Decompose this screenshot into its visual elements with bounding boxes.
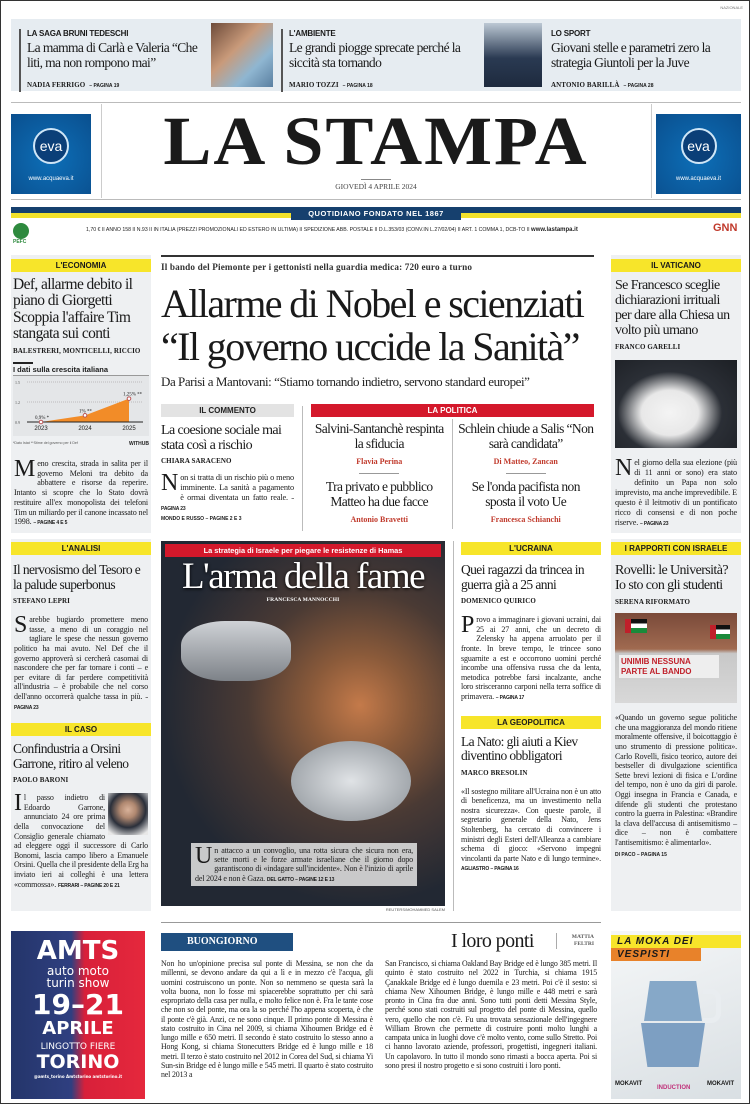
caso-body: Il passo indietro di Edoardo Garrone, annunciato 24 ore prima della convocazione del Consiglio generale chiamato ad eleggere oggi il successore di Carlo Bonomi, lascia campo libero a Emanuele Orsini. Quella che il presidente della Erg ha inviato ieri ai colleghi è una lettera «commossa». FERRARI – PAGINE 20 E 21 bbox=[14, 790, 148, 889]
section-label: I RAPPORTI CON ISRAELE bbox=[611, 542, 741, 555]
page-ref: DI PACO – PAGINA 15 bbox=[615, 851, 667, 858]
economia-section bbox=[11, 255, 151, 533]
chart-footnote: *Dato Istat **Stime del governo per il Def bbox=[13, 441, 78, 446]
economia-authors: BALESTRERI, MONTICELLI, RICCIO bbox=[13, 347, 141, 356]
politica-headline: Tra privato e pubblico Matteo ha due facce bbox=[325, 479, 433, 509]
amts-social: @amts_torino Amtstorino amtstorino.it bbox=[33, 1074, 123, 1079]
site-link[interactable]: www.lastampa.it bbox=[531, 227, 578, 233]
y-tick-label: 1.2 bbox=[15, 400, 20, 406]
analisi-body: Sarebbe bugiardo promettere meno tasse, a meno di un coraggio nel tagliare le spese che nessun governo politico ha mai avuto. Nel Def che il governo approverà si cercherà casomai di nascondere che per far tornare i conti – e per evitare di far perdere competitività all'industria – è probabile che nel corso dell'anno occorrerà qualche tassa in più. – PAGINA 23 bbox=[14, 612, 148, 711]
main-headline-line2: “Il governo uccide la Sanità” bbox=[161, 324, 579, 369]
ucraina-author: DOMENICO QUIRICO bbox=[461, 597, 536, 606]
israele-body: «Quando un governo segue politiche che una maggioranza del mondo ritiene moralmente offensive, il boicottaggio è uno strumento di pressione politica». Carlo Rovelli, fisico teorico, autore dei bestseller di divulgazione scientifica Sette brevi lezioni di fisica e L'ordine del tempo, non è uno da giri di parole. Oggi insegna in Francia e Canada, e difende gli studenti che protestano contro la guerra in Palestina: «Brandire la clava dell'accusa di antisemitismo – dice – non è combattere l'antisemitismo: è alimentarlo». bbox=[615, 713, 737, 847]
y-tick-label: 1.5 bbox=[15, 380, 20, 386]
buongiorno-title[interactable]: I loro ponti bbox=[451, 930, 534, 952]
data-label: 1% ** bbox=[79, 409, 92, 415]
teaser-page: – PAGINA 18 bbox=[342, 83, 373, 90]
photo-credit: REUTERS/MOHAMMED SALEM bbox=[385, 907, 445, 912]
buongiorno-label: BUONGIORNO bbox=[161, 933, 293, 951]
politica-author: Flavia Perina bbox=[356, 457, 403, 467]
chart-plot bbox=[13, 376, 149, 436]
moka-brand: MOKAVIT bbox=[707, 1081, 735, 1087]
x-tick-label: 2025 bbox=[122, 426, 136, 433]
ucraina-section bbox=[461, 539, 601, 873]
buongiorno-col2: San Francisco, si chiama Oakland Bay Bridge ed è lungo 385 metri. Il quinto è stato costruito nel 2022 in Turchia, si chiama 1915 Çanakkale Bridge ed è lungo duemila e 23 metri. Poi c'è il sesto: si chiama New Xihoumen Bridge, è lungo mille e 448 metri e sarà pronto in Cina fra due anni. Sono tutti ponti detti Messina Style, perché sono stati costruiti sul progetto del ponte di Messina, quello vero, quello che non c'è. Fu una trovata sensazionale dell'ingegnere William Brown che permette di costruire ponti molto lunghi a campata unica in luoghi dove c'è molto vento, come sullo Stretto. Poi ci hanno lavorato aziende, professori, progettisti, ingegneri italiani. Un capolavoro. In tutto il mondo sono rimasti a bocca aperta. Poi si sono presi il nostro progetto e si sono costruiti i loro ponti. bbox=[385, 959, 597, 1070]
gaza-author: FRANCESCA MANNOCCHI bbox=[266, 597, 340, 603]
analisi-author: STEFANO LEPRI bbox=[13, 597, 70, 606]
israele-author: SERENA RIFORMATO bbox=[615, 598, 691, 607]
data-label: 1,25% ** bbox=[123, 392, 143, 398]
teaser-band bbox=[11, 19, 741, 91]
eva-logo: eva bbox=[33, 128, 69, 164]
gaza-kicker: La strategia di Israele per piegare le resistenze di Hamas bbox=[165, 544, 441, 557]
pefc-logo bbox=[13, 223, 29, 239]
moka-line2: VESPISTI bbox=[611, 948, 701, 961]
buongiorno-col1: Non ho un'opinione precisa sul ponte di Messina, se non che da millenni, se devono andare da qui a lì e in mezzo c'è l'acqua, gli uomini costruiscono un ponte. Non so nemmeno se questa sarà la volta buona, non lo fosse mi spiacerebbe soprattutto per chi sarà espropriato della casa per nulla, e molto felice non è. Fra le tante cose che non so del ponte, ma ora la so perché l'ho appena scoperta, è che il ponte c'è già. Anzi, ce ne sono cinque. Il primo ponte di Messina è stato costruito in Cina nel 2009, si chiama Xihoumen Bridge ed è lungo mille e 650 metri. Il secondo è stato costruito lo stesso anno a Hong Kong, si chiama Stonecutters Bridge ed è lungo mille e 18 metri. Il terzo è stato costruito nel 2012 in Corea del Sud, si chiama Yi Sun-sin Bridge ed è lungo mille e 545 metri. Il quarto è stato costruito nel 2013 a bbox=[161, 959, 373, 1079]
edition-code: NAZIONALE bbox=[720, 5, 743, 10]
politica-headline: Schlein chiude a Salis “Non sarà candidata” bbox=[458, 421, 594, 451]
pot-illustration bbox=[181, 621, 291, 681]
teaser-kicker: LA SAGA BRUNI TEDESCHI bbox=[27, 29, 129, 38]
amts-line: auto moto bbox=[47, 964, 109, 978]
caso-author: PAOLO BARONI bbox=[13, 776, 69, 785]
protest-banner: UNIMIB NESSUNA PARTE AL BANDO bbox=[619, 655, 719, 678]
protest-photo bbox=[615, 613, 737, 703]
amts-venue: LINGOTTO FIERE bbox=[40, 1042, 116, 1052]
teaser-page: – PAGINA 28 bbox=[623, 83, 654, 90]
teaser-kicker: L'AMBIENTE bbox=[289, 29, 336, 38]
main-headline-line1: Allarme di Nobel e scienziati bbox=[161, 281, 584, 326]
analisi-headline[interactable]: Il nervosismo del Tesoro e la palude superbonus bbox=[13, 562, 141, 592]
commento-body: Non si tratta di un rischio più o meno imminente. La sanità a pagamento è ormai diventata un fatto reale. – PAGINA 23 bbox=[161, 470, 294, 513]
politica-section bbox=[311, 404, 594, 524]
geopolitica-author: MARCO BRESOLIN bbox=[461, 768, 528, 777]
vaticano-author: FRANCO GARELLI bbox=[615, 343, 681, 352]
politica-author: Antonio Bravetti bbox=[350, 515, 409, 525]
related-ref[interactable]: MONDO E RUSSO – PAGINE 2 E 3 bbox=[161, 516, 242, 523]
section-label: LA POLITICA bbox=[311, 404, 594, 417]
gaza-caption: Un attacco a un convoglio, una rotta sicura che sicura non era, sette morti e le forze armate israeliane che il giorno dopo garantiscono di «indagare sull'incidente». Non è l'inizio di aprile del 2024 e non è Gaza. DEL GATTO – PAGINE 12 E 13 bbox=[191, 843, 417, 886]
masthead-title: LA STAMPA bbox=[163, 103, 589, 179]
buongiorno-author: MATTIA FELTRI bbox=[571, 934, 594, 947]
moka-induction: INDUCTION bbox=[657, 1085, 691, 1091]
moka-pot-top bbox=[644, 981, 702, 1021]
section-label: IL COMMENTO bbox=[161, 404, 294, 417]
caso-headline[interactable]: Confindustria a Orsini Garrone, ritiro al veleno bbox=[13, 741, 129, 771]
teaser-headline: Giovani stelle e parametri zero la strategia Giuntoli per la Juve bbox=[551, 40, 711, 70]
teaser-photo-sisters bbox=[211, 23, 273, 87]
vaticano-headline[interactable]: Se Francesco sceglie dichiarazioni irrituali per dare alla Chiesa un volto più umano bbox=[615, 278, 730, 339]
eva-ad-left[interactable] bbox=[11, 114, 91, 194]
teaser-headline: Le grandi piogge sprecate perché la siccità sta tornando bbox=[289, 40, 461, 70]
vaticano-body: Nel giorno della sua elezione (più di 11 anni or sono) era stato definito un Papa non solo imprevisto, ma anche imprevedibile. E questo è il leitmotiv di un pontificato ricco di consensi e di non poche riserve. – PAGINA 23 bbox=[615, 455, 737, 527]
moka-brand: MOKAVIT bbox=[615, 1081, 643, 1087]
amts-ad[interactable] bbox=[11, 931, 145, 1099]
teaser-2[interactable] bbox=[281, 29, 476, 92]
analisi-section bbox=[11, 542, 151, 711]
politica-author: Di Matteo, Zancan bbox=[493, 457, 558, 467]
teaser-author: NADIA FERRIGO bbox=[27, 81, 86, 90]
gaza-headline: L'arma della fame bbox=[181, 556, 425, 597]
amts-line: turin show bbox=[46, 976, 110, 990]
vaticano-section bbox=[611, 255, 741, 533]
y-tick-label: 0.9 bbox=[15, 420, 20, 426]
info-line bbox=[86, 227, 646, 233]
data-label: 0,9% * bbox=[35, 416, 50, 422]
gaza-feature[interactable] bbox=[161, 541, 445, 906]
chart-title: I dati sulla crescita italiana bbox=[13, 364, 149, 376]
garrone-photo bbox=[108, 793, 148, 835]
ucraina-headline[interactable]: Quei ragazzi da trincea in guerra già a 25 anni bbox=[461, 562, 585, 592]
economia-headline[interactable]: Def, allarme debito il piano di Giorgetti Scoppia l'affaire Tim stangata sui conti bbox=[13, 276, 133, 342]
section-label: L'ANALISI bbox=[11, 542, 151, 555]
israele-headline[interactable]: Rovelli: le Università? Io sto con gli studenti bbox=[615, 563, 728, 594]
commento-section bbox=[161, 404, 294, 522]
main-headline[interactable] bbox=[161, 282, 601, 368]
main-kicker: Il bando del Piemonte per i gettonisti nella guardia medica: 720 euro a turno bbox=[161, 262, 473, 272]
teaser-author: ANTONIO BARILLÀ bbox=[551, 81, 620, 90]
chart-source: WITHUB bbox=[129, 441, 149, 448]
price-info: 1,70 € II ANNO 158 II N.93 II IN ITALIA (PREZZI PROMOZIONALI ED ESTERO IN ULTIMA) II SPEDIZIONE ABB. POSTALE II D.L.353/03 (CONV.IN L.27/02/04) II ART. 1 COMMA 1, DCB-TO II bbox=[86, 227, 530, 233]
commento-headline[interactable]: La coesione sociale mai stata così a rischio bbox=[161, 423, 282, 454]
politica-author: Francesca Schianchi bbox=[490, 515, 561, 525]
amts-city: TORINO bbox=[36, 1051, 120, 1073]
growth-chart bbox=[11, 360, 151, 447]
amts-month: APRILE bbox=[42, 1018, 114, 1039]
politica-item[interactable] bbox=[311, 466, 448, 524]
politica-headline: Se l'onda pacifista non sposta il voto Ue bbox=[471, 479, 580, 509]
x-tick-label: 2023 bbox=[34, 426, 48, 433]
eva-url: www.acquaeva.it bbox=[675, 176, 722, 182]
moka-pot-bottom bbox=[641, 1023, 705, 1067]
teaser-headline: La mamma di Carlà e Valeria “Che liti, ma non rompono mai” bbox=[27, 40, 198, 70]
masthead-date: GIOVEDÌ 4 APRILE 2024 bbox=[335, 182, 417, 191]
eva-url: www.acquaeva.it bbox=[28, 176, 74, 182]
moka-handle bbox=[703, 989, 721, 1023]
gnn-logo: GNN bbox=[713, 222, 738, 234]
politica-item[interactable] bbox=[458, 417, 595, 466]
teaser-1[interactable] bbox=[19, 29, 214, 92]
israele-section bbox=[611, 539, 741, 911]
ucraina-body: Provo a immaginare i giovani ucraini, dai 25 ai 27 anni, che un decreto di Zelensky ha appena arruolato per il fronte. In breve tempo, le trincee sono sguarnite a est e occorrono uomini perché incombe una offensiva russa che da lenta, metodica potrebbe farsi incalzante, anche loro strisceranno carponi nella terra soffice di primavera. – PAGINA 17 bbox=[461, 612, 601, 701]
geopolitica-body: «Il sostegno militare all'Ucraina non è un atto di beneficenza, ma un investimento nella nostra sicurezza». Con queste parole, il segretario generale della Nato, Jens Stoltenberg, ha cercato di convincere i ministri degli Esteri dell'Alleanza a cambiare schema di gioco: «Servono impegni vincolanti da parte Nato e di lungo termine». AGLIASTRO – PAGINA 16 bbox=[461, 786, 601, 873]
teaser-kicker: LO SPORT bbox=[551, 29, 591, 38]
eva-logo: eva bbox=[681, 128, 717, 164]
flag-icon bbox=[625, 619, 647, 633]
pope-photo bbox=[615, 360, 737, 448]
eva-ad-right[interactable] bbox=[656, 114, 741, 194]
teaser-photo-giuntoli bbox=[484, 23, 542, 87]
section-label: LA GEOPOLITICA bbox=[461, 716, 601, 729]
x-tick-label: 2024 bbox=[78, 426, 92, 433]
bowl-illustration bbox=[291, 741, 411, 821]
section-label: IL VATICANO bbox=[611, 259, 741, 272]
amts-dates: 19–21 bbox=[32, 988, 124, 1021]
teaser-3[interactable] bbox=[551, 29, 741, 92]
pefc-label: PEFC bbox=[13, 239, 27, 245]
caso-section bbox=[11, 723, 151, 889]
moka-ad[interactable] bbox=[611, 931, 741, 1099]
amts-title: AMTS bbox=[36, 936, 120, 966]
politica-item[interactable] bbox=[458, 466, 595, 524]
section-label: IL CASO bbox=[11, 723, 151, 736]
politica-headline: Salvini-Santanchè respinta la sfiducia bbox=[314, 421, 444, 451]
main-subhead: Da Parisi a Mantovani: “Stiamo tornando indietro, servono standard europei” bbox=[161, 374, 530, 389]
section-label: L'UCRAINA bbox=[461, 542, 601, 555]
section-label: L'ECONOMIA bbox=[11, 259, 151, 272]
geopolitica-headline[interactable]: La Nato: gli aiuti a Kiev diventino obbligatori bbox=[461, 733, 578, 764]
page-ref: – PAGINE 4 E 5 bbox=[33, 520, 68, 527]
founded-banner: QUOTIDIANO FONDATO NEL 1867 bbox=[291, 207, 461, 220]
economia-body: Meno crescita, strada in salita per il governo Meloni tra debito da abbattere e risorse da reperire. Intanto si scopre che lo Stato dovrà restituire all'ex monopolista dei telefoni Tim un miliardo per il canone incassato nel 1998. – PAGINE 4 E 5 bbox=[14, 456, 148, 527]
politica-item[interactable] bbox=[311, 417, 448, 466]
flag-icon bbox=[710, 625, 730, 639]
teaser-author: MARIO TOZZI bbox=[289, 81, 339, 90]
commento-author: CHIARA SARACENO bbox=[161, 457, 232, 466]
left-lower-column bbox=[11, 539, 151, 911]
teaser-page: – PAGINA 19 bbox=[89, 83, 120, 90]
moka-line1: LA MOKA DEI bbox=[611, 935, 741, 948]
